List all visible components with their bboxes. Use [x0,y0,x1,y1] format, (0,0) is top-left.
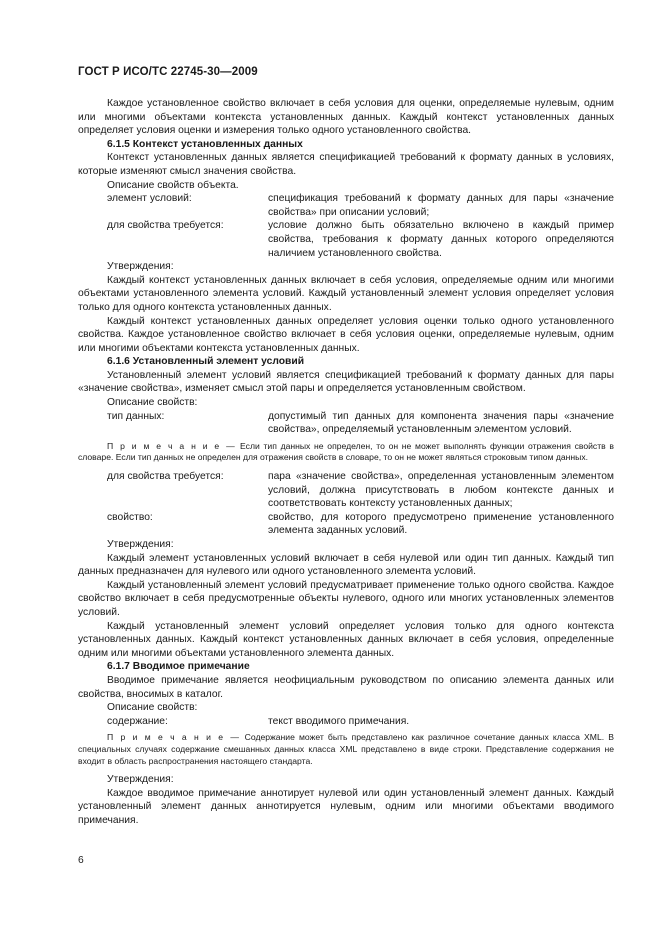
page-number: 6 [78,855,84,866]
paragraph: Каждый установленный элемент условий предусматривает применение только одного свойства. Каждое свойство включает в себя предусмотренные объекты нулевого, одного или многих установленных элементов условий. [78,579,614,618]
sub-label: Описание свойств объекта. [107,179,239,191]
definition-term: для свойства требуется: [107,471,224,483]
definition-row [78,192,614,219]
paragraph: Каждый элемент установленных условий включает в себя нулевой или один тип данных. Каждый тип данных предназначен для нулевого или одного установленного элемента условий. [78,552,614,578]
note-text: Если тип данных не определен, то он не может выполнять функции отражения свойств в словаре. Если тип данных не определен для отражения свойств в словаре, то он не может являться строковым типом данных. [78,440,614,463]
document-header: ГОСТ Р ИСО/ТС 22745-30—2009 [78,66,258,78]
paragraph: Контекст установленных данных является спецификацией требований к формату данных в условиях, которые изменяют смысл значения свойства. [78,152,614,177]
paragraph: Установленный элемент условий является спецификацией требований к формату данных для пары «значение свойства», изменяет смысл этой пары и определяется установленным свойством. [78,369,614,395]
sub-label: Утверждения: [107,261,174,273]
definition-description: спецификация требований к формату данных для пары «значение свойства» при описании условий; [268,193,614,218]
definition-description: текст вводимого примечания. [268,715,410,727]
sub-label: Утверждения: [107,539,174,550]
document-body [78,97,614,827]
section-heading: 6.1.7 Вводимое примечание [107,661,250,673]
note-text: Содержание может быть представлено как различное сочетание данных класса XML. В специальных случаях содержание смешанных данных класса XML представлено в виде строки. Представление содержания не входит в область распространения настоящего стандарта. [78,732,614,766]
definition-row [78,470,614,511]
sub-label: Описание свойств: [107,397,198,409]
note [78,441,614,464]
sub-label: Утверждения: [107,774,174,786]
definition-description: допустимый тип данных для компонента значения пары «значение свойства», определяемый установленным элементом условий. [268,410,614,436]
section-heading: 6.1.6 Установленный элемент условий [107,356,305,368]
definition-term: элемент условий: [107,193,192,205]
paragraph: Каждое установленное свойство включает в себя условия для оценки, определяемые нулевым, одним или многими объектами контекста установленных данных. Каждый контекст установленных данных определяет условия оценки и измерения только одного установленного свойства. [78,98,614,137]
definition-row [78,511,614,538]
definition-row [78,715,614,729]
paragraph: Каждое вводимое примечание аннотирует нулевой или один установленный элемент данных. Каждый установленный элемент данных аннотируется нулевым, одним или многими объектами вводимого примечания. [78,787,614,826]
definition-term: тип данных: [107,410,165,422]
note [78,732,614,767]
definition-term: содержание: [107,715,168,727]
sub-label: Описание свойств: [107,702,198,714]
definition-description: пара «значение свойства», определенная установленным элементом условий, должна присутствовать в любом контексте данных и соответствовать контексту установленных данных; [268,471,614,510]
paragraph: Вводимое примечание является неофициальным руководством по описанию элемента данных или свойства, вносимых в каталог. [78,674,614,700]
definition-description: свойство, для которого предусмотрено применение установленного элемента заданных условий. [268,511,614,537]
definition-row [78,410,614,437]
definition-term: свойство: [107,511,153,523]
definition-term: для свойства требуется: [107,220,224,232]
note-label: П р и м е ч а н и е — [107,440,237,451]
note-label: П р и м е ч а н и е — [107,732,241,743]
definition-row [78,219,614,260]
definition-description: условие должно быть обязательно включено в каждый пример свойства, требования к формату данных которого определяются наличием установленного свойства. [268,220,614,259]
paragraph: Каждый контекст установленных данных включает в себя условия, определяемые одним или многими объектами установленного элемента условий. Каждый установленный элемент условия определяет условия только для одного контекста установленных данных. [78,274,614,313]
paragraph: Каждый установленный элемент условий определяет условия только для одного контекста установленных данных. Каждый контекст установленных данных включает в себя условия, определенные одним или многими объектами установленного элемента данных. [78,620,614,659]
section-heading: 6.1.5 Контекст установленных данных [107,138,303,150]
paragraph: Каждый контекст установленных данных определяет условия оценки только одного установленного свойства. Каждое установленное свойство включает в себя условия оценки, определяемые нулевым, одним или многими объектами контекста установленных данных. [78,315,614,354]
